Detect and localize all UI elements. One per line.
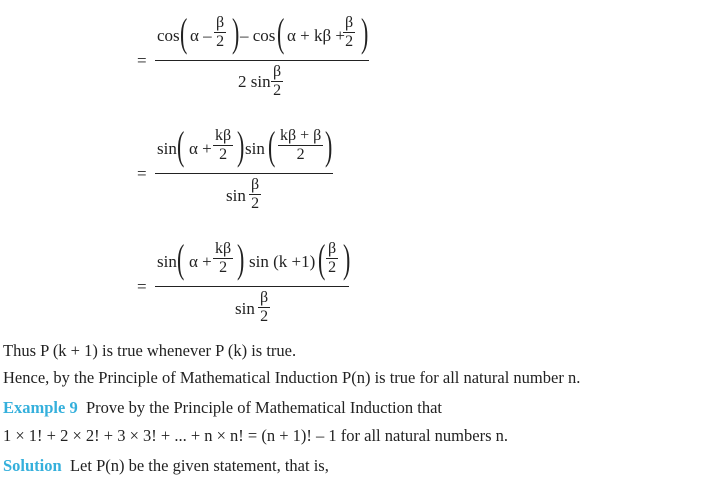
eq1-alpha-minus: α – <box>190 26 212 45</box>
eq3-kbeta-half: $\frac{k\beta}{2}$ <box>215 240 232 276</box>
eq2-lparen-2: ( <box>268 123 276 168</box>
solution-label: Solution <box>3 456 62 475</box>
eq2-fraction-bar <box>155 173 333 174</box>
eq3-lparen: ( <box>177 236 185 281</box>
eq1-alpha-kbeta: α + kβ + <box>287 26 345 45</box>
eq3-alpha-plus: α + <box>189 252 212 271</box>
eq2-kbeta-plus-beta-half: $\frac{k\beta + \beta}{2}$ <box>280 127 322 163</box>
eq2-rparen: ) <box>237 123 245 168</box>
eq1-cos: cos <box>157 26 180 45</box>
eq2-lparen: ( <box>177 123 185 168</box>
example-label: Example 9 <box>3 398 78 417</box>
eq1-minus-cos: – cos <box>240 26 276 45</box>
text-line-4: 1 × 1! + 2 × 2! + 3 × 3! + ... + n × n! = (n + 1)! – 1 for all natural numbers n. <box>3 426 509 445</box>
eq3-den-beta-half: $\frac{\beta}{2}$ <box>260 289 269 325</box>
eq2-kbeta-half: $\frac{k\beta}{2}$ <box>215 127 232 163</box>
eq1-den-beta-half: $\frac{\beta}{2}$ <box>273 63 282 99</box>
eq3-lparen-2: ( <box>318 236 326 281</box>
text-line-2: Hence, by the Principle of Mathematical Induction P(n) is true for all natural number n. <box>3 368 581 387</box>
example-line <box>3 398 442 418</box>
eq1-beta-half-1: $\frac{\beta}{2}$ <box>216 14 225 50</box>
eq1-beta-half-2: $\frac{\beta}{2}$ <box>345 14 354 50</box>
eq3-den-sin: sin <box>235 299 255 318</box>
eq3-fraction-bar <box>155 286 349 287</box>
eq2-alpha-plus: α + <box>189 139 212 158</box>
eq1-den-2sin: 2 sin <box>238 72 271 91</box>
solution-text: Let P(n) be the given statement, that is, <box>69 456 329 475</box>
eq2-sin-2: sin <box>245 139 265 158</box>
eq3-sin: sin <box>157 252 177 271</box>
equals-sign: = <box>137 277 147 296</box>
eq1-rparen: ) <box>232 10 240 55</box>
eq3-sin-k-plus-1: sin (k +1) <box>249 252 316 271</box>
eq1-lparen-2: ( <box>277 10 285 55</box>
eq2-sin: sin <box>157 139 177 158</box>
equals-sign: = <box>137 51 147 70</box>
text-line-1: Thus P (k + 1) is true whenever P (k) is true. <box>3 341 297 360</box>
eq3-beta-half: $\frac{\beta}{2}$ <box>328 240 337 276</box>
example-text: Prove by the Principle of Mathematical Induction that <box>85 398 442 417</box>
eq2-rparen-2: ) <box>325 123 333 168</box>
eq1-rparen-2: ) <box>361 10 369 55</box>
eq3-rparen-2: ) <box>343 236 351 281</box>
solution-line <box>3 456 329 476</box>
eq1-lparen: ( <box>180 10 188 55</box>
eq2-den-sin: sin <box>226 186 246 205</box>
eq3-rparen: ) <box>237 236 245 281</box>
eq2-den-beta-half: $\frac{\beta}{2}$ <box>251 176 260 212</box>
eq1-fraction-bar <box>155 60 369 61</box>
equals-sign: = <box>137 164 147 183</box>
